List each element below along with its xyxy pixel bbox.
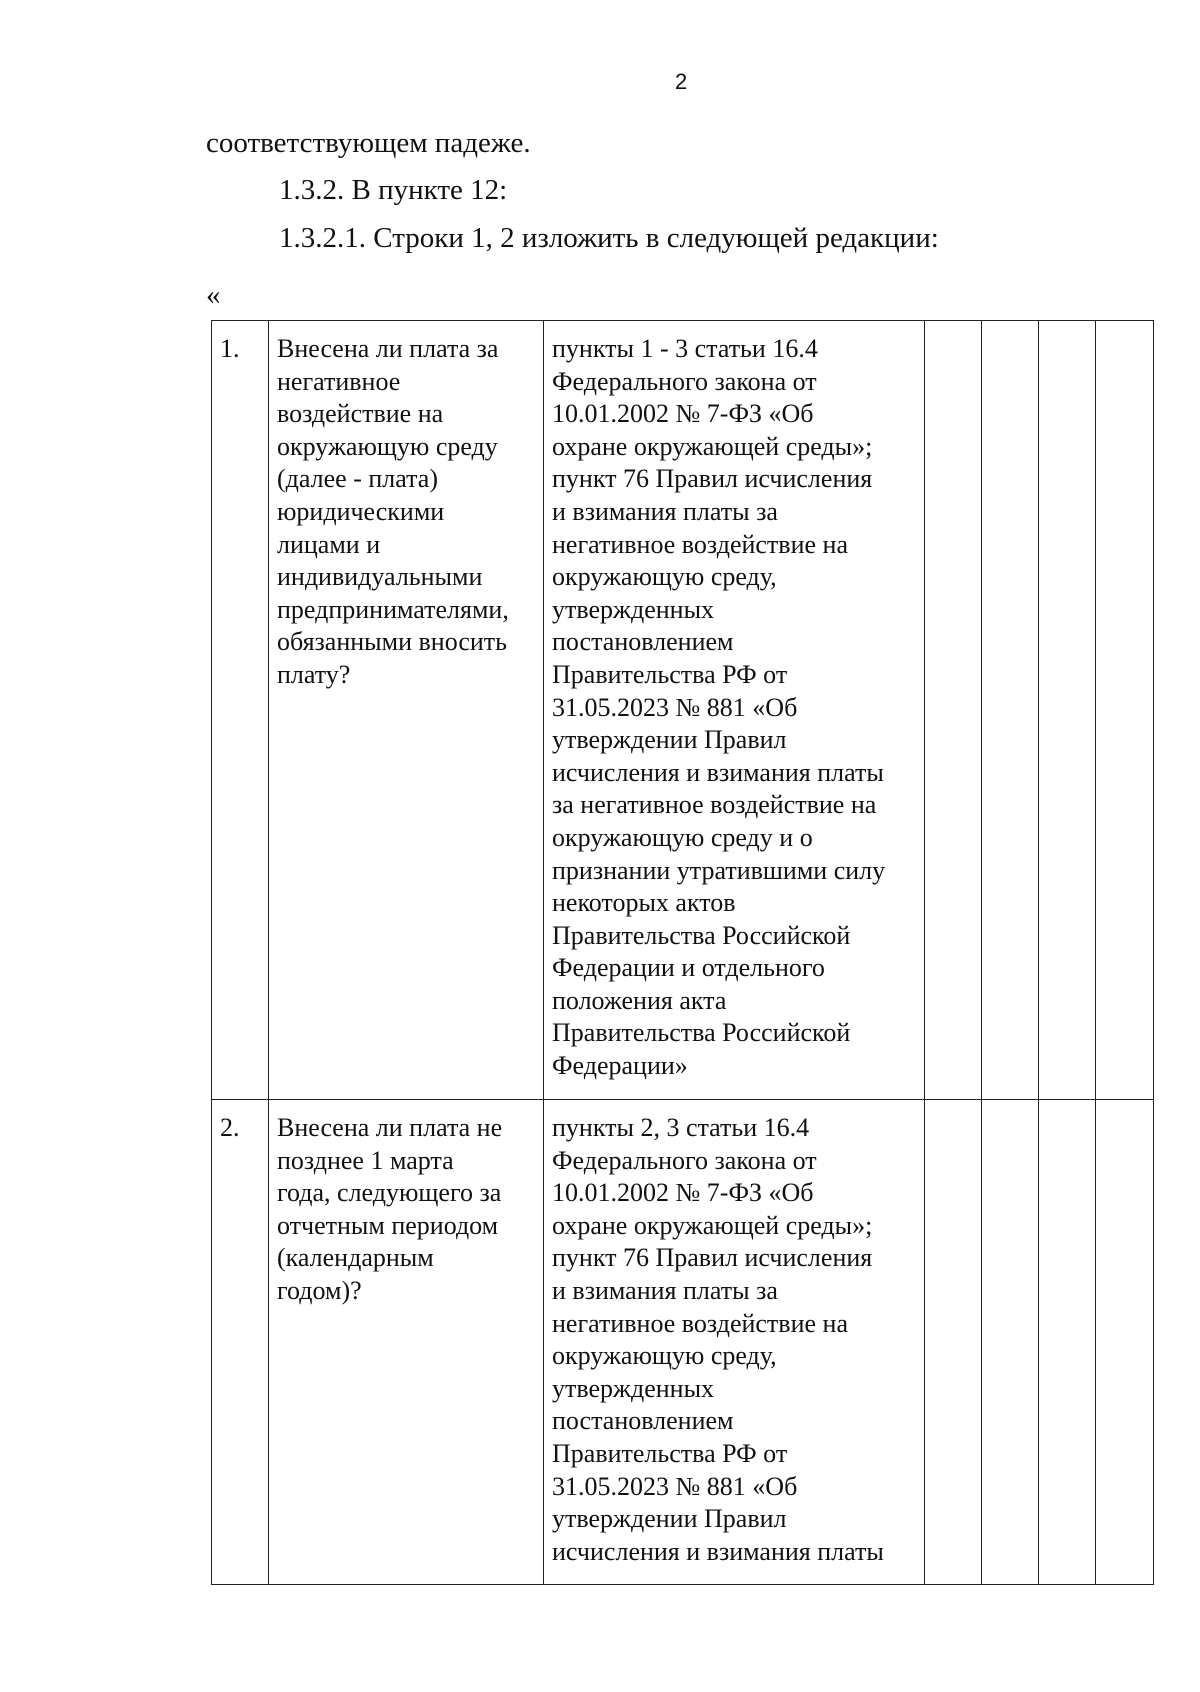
opening-quote: «: [206, 279, 221, 311]
empty-cell: [1039, 321, 1096, 1100]
empty-cell: [925, 321, 982, 1100]
empty-cell: [1096, 1100, 1154, 1585]
empty-cell: [1096, 321, 1154, 1100]
clause-1-3-2-1: 1.3.2.1. Строки 1, 2 изложить в следующей редакции:: [279, 222, 939, 254]
row-number-cell: 2.: [212, 1100, 269, 1585]
table-row: [212, 321, 1154, 1100]
empty-cell: [982, 1100, 1039, 1585]
amendment-table: [211, 320, 1154, 1585]
row-number-cell: 1.: [212, 321, 269, 1100]
text-continuation: соответствующем падеже.: [206, 127, 531, 159]
legal-basis-cell: пункты 1 - 3 статьи 16.4 Федерального закона от 10.01.2002 № 7-ФЗ «Об охране окружающей среды»; пункт 76 Правил исчисления и взимания платы за негативное воздействие на окружающую среду, утвержденных постановлением Правительства РФ от 31.05.2023 № 881 «Об утверждении Правил исчисления и взимания платы за негативное воздействие на окружающую среду и о признании утратившими силу некоторых актов Правительства Российской Федерации и отдельного положения акта Правительства Российской Федерации»: [544, 321, 925, 1100]
table-row: [212, 1100, 1154, 1585]
legal-basis-cell: пункты 2, 3 статьи 16.4 Федерального закона от 10.01.2002 № 7-ФЗ «Об охране окружающей среды»; пункт 76 Правил исчисления и взимания платы за негативное воздействие на окружающую среду, утвержденных постановлением Правительства РФ от 31.05.2023 № 881 «Об утверждении Правил исчисления и взимания платы: [544, 1100, 925, 1585]
empty-cell: [982, 321, 1039, 1100]
empty-cell: [925, 1100, 982, 1585]
question-cell: Внесена ли плата за негативное воздействие на окружающую среду (далее - плата) юридическими лицами и индивидуальными предпринимателями, обязанными вносить плату?: [269, 321, 544, 1100]
page-number: 2: [675, 69, 688, 94]
empty-cell: [1039, 1100, 1096, 1585]
clause-1-3-2: 1.3.2. В пункте 12:: [279, 174, 508, 206]
question-cell: Внесена ли плата не позднее 1 марта года, следующего за отчетным периодом (календарным годом)?: [269, 1100, 544, 1585]
